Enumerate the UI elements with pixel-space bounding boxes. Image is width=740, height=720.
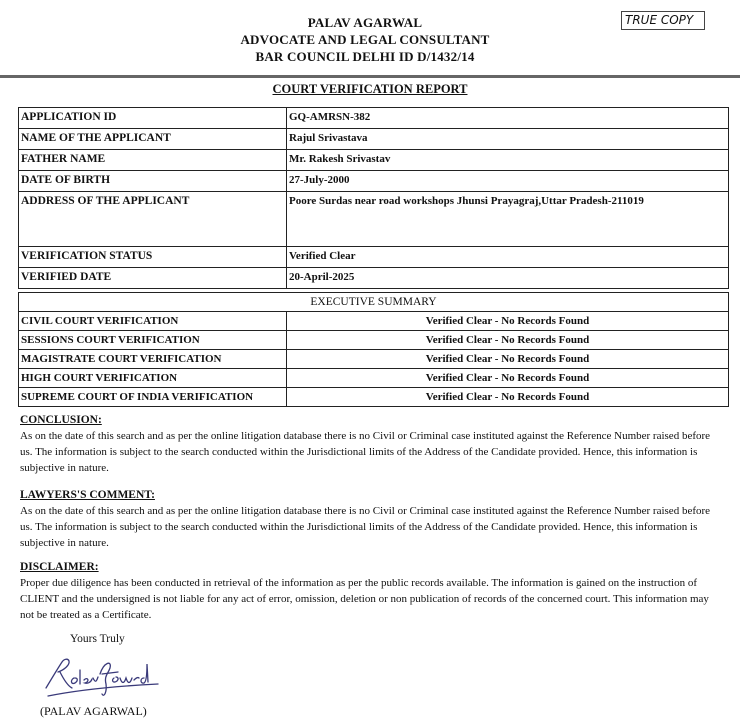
- row-label: APPLICATION ID: [19, 108, 287, 129]
- row-label: HIGH COURT VERIFICATION: [19, 369, 287, 388]
- lawyers-comment-text: As on the date of this search and as per the online litigation database there is no Civil or Criminal case instituted against the Reference Number raised before us. The information is subject to the search conducted within the Jurisdictional limits of the Address of the Candidate provided. Hence, this information is subjective in nature.: [20, 505, 711, 549]
- table-row: [19, 192, 729, 247]
- row-label: DATE OF BIRTH: [19, 171, 287, 192]
- closing-salutation: Yours Truly: [70, 633, 125, 645]
- bar-council-id: BAR COUNCIL DELHI ID D/1432/14: [255, 49, 475, 64]
- row-value: Verified Clear - No Records Found: [287, 350, 729, 369]
- disclaimer-section: [20, 559, 720, 623]
- advocate-designation: ADVOCATE AND LEGAL CONSULTANT: [240, 32, 490, 47]
- verified-date-value: 20-April-2025: [287, 268, 729, 289]
- signatory-name: (PALAV AGARWAL): [40, 704, 147, 718]
- applicant-name-value: Rajul Srivastava: [287, 129, 729, 150]
- row-label: SUPREME COURT OF INDIA VERIFICATION: [19, 388, 287, 407]
- row-label: ADDRESS OF THE APPLICANT: [19, 192, 287, 247]
- disclaimer-text: Proper due diligence has been conducted in retrieval of the information as per the public records available. The information is gained on the instruction of CLIENT and the undersigned is not liable for any act of error, omission, deletion or non publication of records of the concerned court. This information may not be treated as a Certificate.: [20, 577, 709, 621]
- row-value: Verified Clear - No Records Found: [287, 388, 729, 407]
- application-id-value: GQ-AMRSN-382: [287, 108, 729, 129]
- table-row: [19, 247, 729, 268]
- row-value: Verified Clear - No Records Found: [287, 369, 729, 388]
- father-name-value: Mr. Rakesh Srivastav: [287, 150, 729, 171]
- conclusion-heading: CONCLUSION:: [20, 414, 102, 426]
- applicant-details-table: [18, 107, 729, 289]
- table-row: [19, 129, 729, 150]
- conclusion-text: As on the date of this search and as per the online litigation database there is no Civil or Criminal case instituted against the Reference Number raised before us. The information is subject to the search conducted within the Jurisdictional limits of the Address of the Candidate provided. Hence, this information is subjective in nature.: [20, 430, 711, 474]
- summary-header-row: [19, 293, 729, 312]
- header-divider: [0, 75, 740, 78]
- table-row: [19, 331, 729, 350]
- table-row: [19, 369, 729, 388]
- signature-icon: [38, 650, 168, 705]
- table-row: [19, 171, 729, 192]
- row-label: MAGISTRATE COURT VERIFICATION: [19, 350, 287, 369]
- executive-summary-table: [18, 292, 729, 407]
- report-title: COURT VERIFICATION REPORT: [272, 82, 468, 96]
- row-label: VERIFIED DATE: [19, 268, 287, 289]
- address-value: Poore Surdas near road workshops Jhunsi Prayagraj,Uttar Pradesh-211019: [287, 192, 729, 247]
- disclaimer-heading: DISCLAIMER:: [20, 561, 99, 573]
- row-value: Verified Clear - No Records Found: [287, 331, 729, 350]
- row-value: Verified Clear - No Records Found: [287, 312, 729, 331]
- verification-status-value: Verified Clear: [287, 247, 729, 268]
- table-row: [19, 268, 729, 289]
- table-row: [19, 350, 729, 369]
- table-row: [19, 150, 729, 171]
- table-row: [19, 312, 729, 331]
- row-label: VERIFICATION STATUS: [19, 247, 287, 268]
- dob-value: 27-July-2000: [287, 171, 729, 192]
- table-row: [19, 388, 729, 407]
- lawyers-comment-heading: LAWYERS'S COMMENT:: [20, 489, 155, 501]
- row-label: CIVIL COURT VERIFICATION: [19, 312, 287, 331]
- conclusion-section: [20, 412, 720, 476]
- row-label: NAME OF THE APPLICANT: [19, 129, 287, 150]
- advocate-name: PALAV AGARWAL: [307, 15, 423, 30]
- summary-title: EXECUTIVE SUMMARY: [19, 293, 729, 312]
- true-copy-stamp: TRUE COPY: [621, 11, 705, 30]
- table-row: [19, 108, 729, 129]
- row-label: FATHER NAME: [19, 150, 287, 171]
- lawyers-comment-section: [20, 487, 720, 551]
- row-label: SESSIONS COURT VERIFICATION: [19, 331, 287, 350]
